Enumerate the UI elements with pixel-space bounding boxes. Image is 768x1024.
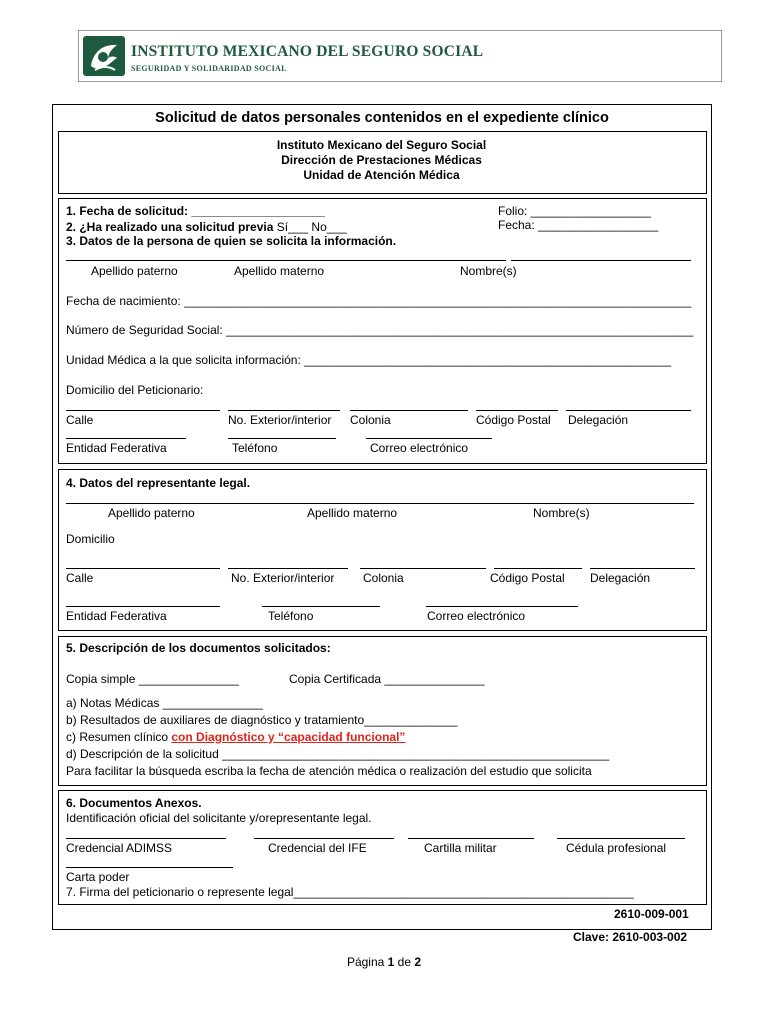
- folio-field[interactable]: Folio: __________________: [498, 204, 651, 218]
- cedula-line[interactable]: [557, 838, 685, 839]
- resultados-field[interactable]: b) Resultados de auxiliares de diagnóstico y tratamiento______________: [66, 713, 458, 727]
- nss-field[interactable]: Número de Seguridad Social: ______________________________________________________________________: [66, 323, 694, 337]
- form-clave: Clave: 2610-003-002: [573, 930, 688, 944]
- fecha-solicitud-field[interactable]: 1. Fecha de solicitud: ____________________: [66, 204, 325, 218]
- page-number-prefix: Página: [346, 955, 388, 969]
- resumen-clinico-field[interactable]: [66, 730, 405, 744]
- form-title: Solicitud de datos personales contenidos en el expediente clínico: [155, 110, 609, 126]
- label-correo: Correo electrónico: [370, 441, 469, 455]
- rep-label-correo: Correo electrónico: [427, 609, 526, 623]
- rep-calle-line[interactable]: [66, 568, 220, 569]
- copia-certificada-field[interactable]: Copia Certificada _______________: [289, 672, 485, 686]
- cp-line[interactable]: [476, 410, 558, 411]
- page-number-total: 2: [414, 955, 422, 969]
- label-adimss: Credencial ADIMSS: [66, 841, 173, 855]
- unit-name: Unidad de Atención Médica: [303, 168, 460, 182]
- rep-name-line[interactable]: [66, 503, 694, 504]
- correo-line[interactable]: [366, 438, 492, 439]
- name-line-1[interactable]: [66, 260, 506, 261]
- label-telefono: Teléfono: [232, 441, 278, 455]
- rep-entidad-line[interactable]: [66, 606, 220, 607]
- rep-domicilio-label: Domicilio: [66, 532, 115, 546]
- rep-no-ext-line[interactable]: [228, 568, 348, 569]
- calle-line[interactable]: [66, 410, 220, 411]
- label-colonia: Colonia: [350, 413, 391, 427]
- section-6-heading: 6. Documentos Anexos.: [66, 796, 202, 810]
- fecha-nacimiento-field[interactable]: Fecha de nacimiento: ____________________________________________________________________________: [66, 294, 692, 308]
- rep-label-no-ext: No. Exterior/interior: [231, 571, 335, 585]
- ife-line[interactable]: [254, 838, 394, 839]
- telefono-line[interactable]: [228, 438, 336, 439]
- rep-label-colonia: Colonia: [363, 571, 404, 585]
- label-apellido-paterno: Apellido paterno: [91, 264, 178, 278]
- resumen-clinico-highlight: con Diagnóstico y “capacidad funcional”: [171, 730, 406, 744]
- header-logo-box: [78, 30, 722, 82]
- org-subtitle: SEGURIDAD Y SOLIDARIDAD SOCIAL: [131, 64, 287, 73]
- previous-request-options[interactable]: Sí___ No___: [273, 220, 347, 234]
- rep-delegacion-line[interactable]: [590, 568, 695, 569]
- name-line-2[interactable]: [511, 260, 691, 261]
- fecha-field[interactable]: Fecha: __________________: [498, 218, 659, 232]
- entidad-line[interactable]: [66, 438, 186, 439]
- carta-poder-line[interactable]: [66, 867, 233, 868]
- rep-cp-line[interactable]: [494, 568, 582, 569]
- colonia-line[interactable]: [350, 410, 468, 411]
- direction-name: Dirección de Prestaciones Médicas: [281, 153, 482, 167]
- rep-label-nombres: Nombre(s): [533, 506, 590, 520]
- notas-medicas-field[interactable]: a) Notas Médicas _______________: [66, 696, 263, 710]
- rep-colonia-line[interactable]: [360, 568, 486, 569]
- label-no-ext: No. Exterior/interior: [228, 413, 332, 427]
- label-carta-poder: Carta poder: [66, 870, 130, 884]
- imss-logo-icon: [83, 36, 125, 76]
- rep-label-cp: Código Postal: [490, 571, 565, 585]
- previous-request-label: 2. ¿Ha realizado una solicitud previa: [66, 220, 274, 234]
- institution-name: Instituto Mexicano del Seguro Social: [276, 138, 487, 152]
- copia-simple-field[interactable]: Copia simple _______________: [66, 672, 239, 686]
- rep-label-entidad: Entidad Federativa: [66, 609, 167, 623]
- section-3-heading: 3. Datos de la persona de quien se solicita la información.: [66, 234, 397, 248]
- rep-label-apellido-materno: Apellido materno: [307, 506, 398, 520]
- page-number-middle: de: [394, 955, 415, 969]
- rep-correo-line[interactable]: [426, 606, 578, 607]
- domicilio-label: Domicilio del Peticionario:: [66, 383, 204, 397]
- label-nombres: Nombre(s): [460, 264, 517, 278]
- delegacion-line[interactable]: [566, 410, 691, 411]
- label-cartilla: Cartilla militar: [424, 841, 497, 855]
- unidad-medica-field[interactable]: Unidad Médica a la que solicita información: _______________________________________________________: [66, 353, 672, 367]
- page-number: [0, 955, 768, 969]
- adimss-line[interactable]: [66, 838, 226, 839]
- rep-label-delegacion: Delegación: [590, 571, 651, 585]
- no-ext-line[interactable]: [228, 410, 340, 411]
- section-4-heading: 4. Datos del representante legal.: [66, 476, 251, 490]
- section-5-heading: 5. Descripción de los documentos solicitados:: [66, 641, 331, 655]
- rep-label-apellido-paterno: Apellido paterno: [108, 506, 195, 520]
- page-number-current: 1: [387, 955, 395, 969]
- descripcion-solicitud-field[interactable]: d) Descripción de la solicitud __________________________________________________________: [66, 747, 610, 761]
- cartilla-line[interactable]: [408, 838, 534, 839]
- rep-label-telefono: Teléfono: [268, 609, 314, 623]
- resumen-clinico-label: c) Resumen clínico: [66, 730, 172, 744]
- firma-field[interactable]: 7. Firma del peticionario o represente legal___________________________________________________: [66, 885, 634, 899]
- org-name: INSTITUTO MEXICANO DEL SEGURO SOCIAL: [131, 43, 484, 60]
- rep-telefono-line[interactable]: [262, 606, 380, 607]
- label-apellido-materno: Apellido materno: [234, 264, 325, 278]
- search-note: Para facilitar la búsqueda escriba la fecha de atención médica o realización del estudio que solicita: [66, 764, 592, 778]
- rep-label-calle: Calle: [66, 571, 94, 585]
- label-entidad: Entidad Federativa: [66, 441, 167, 455]
- label-cp: Código Postal: [476, 413, 551, 427]
- form-code: 2610-009-001: [614, 907, 689, 921]
- label-cedula: Cédula profesional: [566, 841, 667, 855]
- label-delegacion: Delegación: [568, 413, 629, 427]
- section-6-subheading: Identificación oficial del solicitante y/orepresentante legal.: [66, 811, 372, 825]
- label-ife: Credencial del IFE: [268, 841, 367, 855]
- label-calle: Calle: [66, 413, 94, 427]
